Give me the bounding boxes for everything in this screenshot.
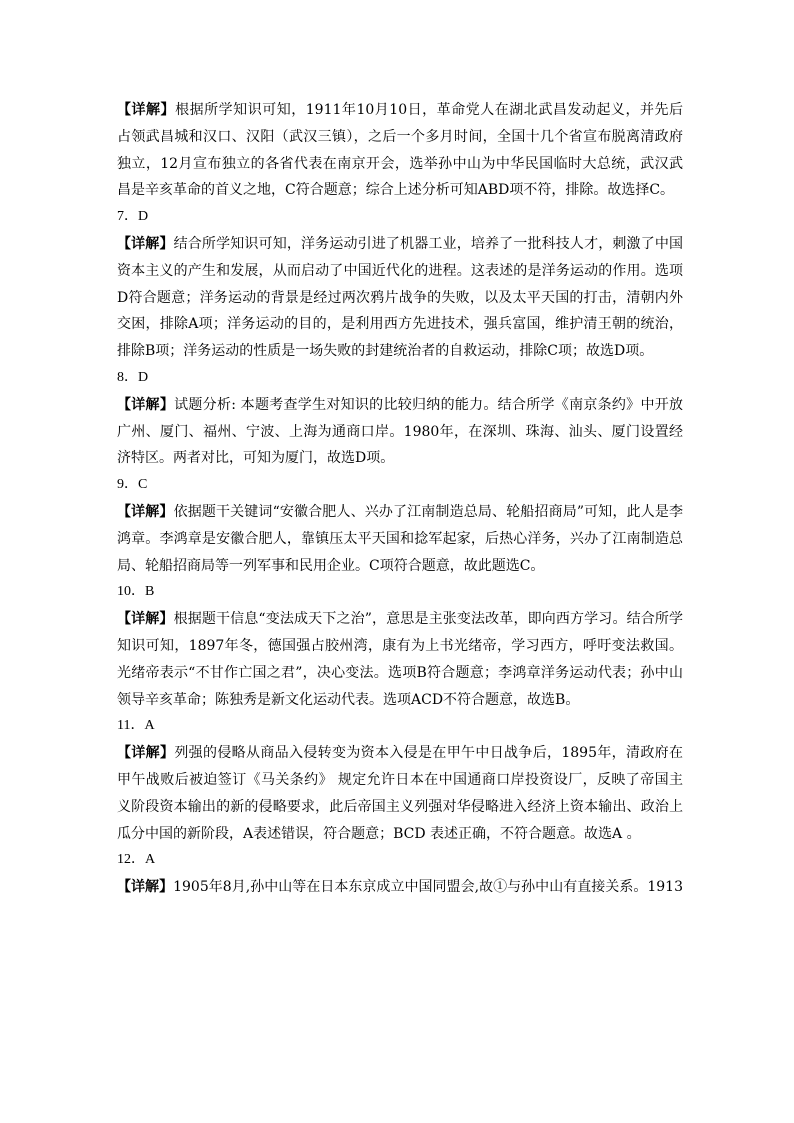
text-line: 【详解】根据题干信息“变法成天下之治”，意思是主张变法改革，即向西方学习。结合所学 — [117, 611, 683, 628]
detail-label: 【详解】 — [117, 611, 174, 628]
question-number: 11．A — [117, 718, 155, 734]
text-line: 【详解】列强的侵略从商品入侵转变为资本入侵是在甲午中日战争后，1895年，清政府在 — [117, 745, 683, 762]
text-line: 排除B项；洋务运动的性质是一场失败的封建统治者的自救运动，排除C项；故选D项。 — [117, 343, 654, 360]
detail-label: 【详解】 — [117, 396, 175, 413]
text-line: 知识可知，1897年冬，德国强占胶州湾，康有为上书光绪帝，学习西方，呼吁变法救国。 — [117, 637, 683, 654]
question-number: 9．C — [117, 477, 148, 493]
text-line: 义阶段资本输出的新的侵略要求，此后帝国主义列强对华侵略进入经济上资本输出、政治上 — [117, 798, 683, 815]
text-line: 【详解】试题分析: 本题考查学生对知识的比较归纳的能力。结合所学《南京条约》中开放 — [117, 396, 683, 413]
detail-label: 【详解】 — [117, 503, 174, 520]
detail-label: 【详解】 — [117, 102, 176, 118]
question-number: 8．D — [117, 369, 149, 385]
text-line: 资本主义的产生和发展，从而启动了中国近代化的进程。这表述的是洋务运动的作用。选项 — [117, 262, 683, 279]
text-line: 鸿章。李鸿章是安徽合肥人，靠镇压太平天国和捻军起家，后热心洋务，兴办了江南制造总 — [117, 530, 683, 547]
answer-explanations — [117, 97, 683, 901]
question-number: 7．D — [117, 209, 149, 225]
text-line: 【详解】根据所学知识可知，1911年10月10日，革命党人在湖北武昌发动起义，并先后 — [117, 102, 683, 118]
detail-label: 【详解】 — [117, 745, 175, 762]
detail-label: 【详解】 — [117, 879, 174, 896]
text-line: 瓜分中国的新阶段，A表述错误，符合题意；BCD 表述正确，不符合题意。故选A 。 — [117, 825, 641, 842]
text-line: 济特区。两者对比，可知为厦门，故选D项。 — [117, 450, 395, 467]
question-number: 12．A — [117, 852, 156, 868]
text-line: 局、轮船招商局等一列军事和民用企业。C项符合题意，故此题选C。 — [117, 557, 545, 574]
detail-label: 【详解】 — [117, 235, 174, 252]
question-number: 10．B — [117, 584, 155, 600]
text-line: 甲午战败后被迫签订《马关条约》 规定允许日本在中国通商口岸投资设厂，反映了帝国主 — [117, 771, 683, 788]
text-line: 昌是辛亥革命的首义之地，C符合题意；综合上述分析可知ABD项不符，排除。故选择C。 — [117, 182, 675, 199]
text-line: 占领武昌城和汉口、汉阳（武汉三镇），之后一个多月时间，全国十几个省宣布脱离清政府 — [117, 128, 683, 145]
text-line: 光绪帝表示“不甘作亡国之君”，决心变法。选项B符合题意；李鸿章洋务运动代表；孙中山 — [117, 664, 683, 681]
text-line: 广州、厦门、福州、宁波、上海为通商口岸。1980年，在深圳、珠海、汕头、厦门设置经 — [117, 423, 683, 440]
text-line: 交困，排除A项；洋务运动的目的，是利用西方先进技术，强兵富国，维护清王朝的统治， — [117, 316, 683, 333]
text-line: D符合题意；洋务运动的背景是经过两次鸦片战争的失败，以及太平天国的打击，清朝内外 — [117, 289, 683, 306]
text-line: 领导辛亥革命；陈独秀是新文化运动代表。选项ACD不符合题意，故选B。 — [117, 691, 580, 708]
text-line: 【详解】依据题干关键词“安徽合肥人、兴办了江南制造总局、轮船招商局”可知，此人是李 — [117, 503, 683, 520]
text-line: 独立，12月宣布独立的各省代表在南京开会，选举孙中山为中华民国临时大总统，武汉武 — [117, 155, 683, 172]
text-line: 【详解】1905年8月,孙中山等在日本东京成立中国同盟会,故①与孙中山有直接关系。1913 — [117, 879, 683, 896]
text-line: 【详解】结合所学知识可知，洋务运动引进了机器工业，培养了一批科技人才，刺激了中国 — [117, 235, 683, 252]
